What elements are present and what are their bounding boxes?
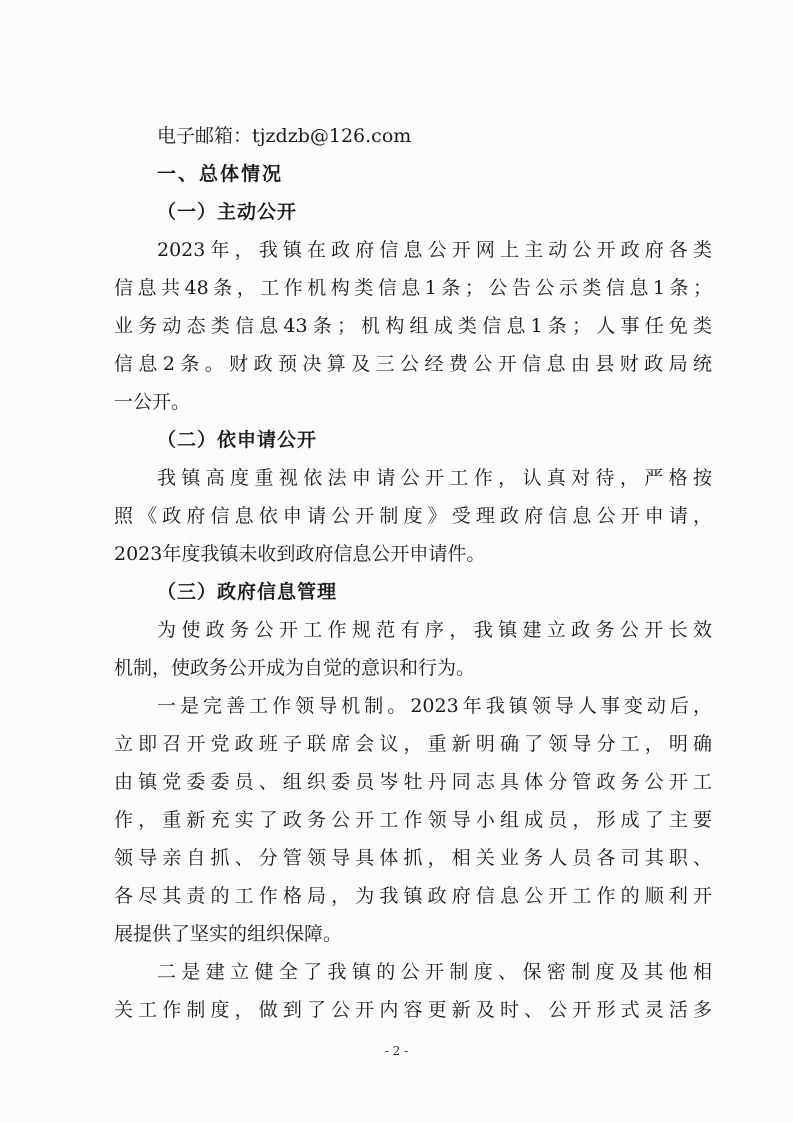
paragraph-line: 作，重新充实了政务公开工作领导小组成员，形成了主要 xyxy=(114,809,712,831)
section-title-overview: 一、总体情况 xyxy=(157,163,284,185)
paragraph-line: 照《政府信息依申请公开制度》受理政府信息公开申请， xyxy=(114,505,712,527)
paragraph-line: 展提供了坚实的组织保障。 xyxy=(114,923,343,945)
paragraph-line: 领导亲自抓、分管领导具体抓，相关业务人员各司其职、 xyxy=(114,847,712,869)
paragraph-line: 2023年，我镇在政府信息公开网上主动公开政府各类 xyxy=(157,239,712,261)
page-number: - 2 - xyxy=(384,1044,409,1058)
email-line: 电子邮箱：tjzdzb@126.com xyxy=(157,125,412,147)
paragraph-line: 关工作制度，做到了公开内容更新及时、公开形式灵活多 xyxy=(114,999,712,1021)
paragraph-line: 由镇党委委员、组织委员岑牡丹同志具体分管政务公开工 xyxy=(114,771,712,793)
paragraph-line: 机制，使政务公开成为自觉的意识和行为。 xyxy=(114,657,476,679)
paragraph-line: 二是建立健全了我镇的公开制度、保密制度及其他相 xyxy=(157,961,712,983)
paragraph-line: 各尽其责的工作格局，为我镇政府信息公开工作的顺利开 xyxy=(114,885,712,907)
subsection-title-information-management: （三）政府信息管理 xyxy=(157,581,338,603)
paragraph-line: 一公开。 xyxy=(114,391,191,413)
paragraph-line: 一是完善工作领导机制。2023年我镇领导人事变动后， xyxy=(157,695,712,717)
paragraph-line: 业务动态类信息43条；机构组成类信息1条；人事任免类 xyxy=(114,315,712,337)
paragraph-line: 信息2条。财政预决算及三公经费公开信息由县财政局统 xyxy=(114,353,712,375)
paragraph-line: 2023年度我镇未收到政府信息公开申请件。 xyxy=(114,543,486,565)
paragraph-line: 为使政务公开工作规范有序，我镇建立政务公开长效 xyxy=(157,619,712,641)
subsection-title-application-disclosure: （二）依申请公开 xyxy=(157,429,318,451)
subsection-title-proactive-disclosure: （一）主动公开 xyxy=(157,201,298,223)
paragraph-line: 我镇高度重视依法申请公开工作，认真对待，严格按 xyxy=(157,467,712,489)
paragraph-line: 信息共48条，工作机构类信息1条；公告公示类信息1条； xyxy=(114,277,712,299)
paragraph-line: 立即召开党政班子联席会议，重新明确了领导分工，明确 xyxy=(114,733,712,755)
